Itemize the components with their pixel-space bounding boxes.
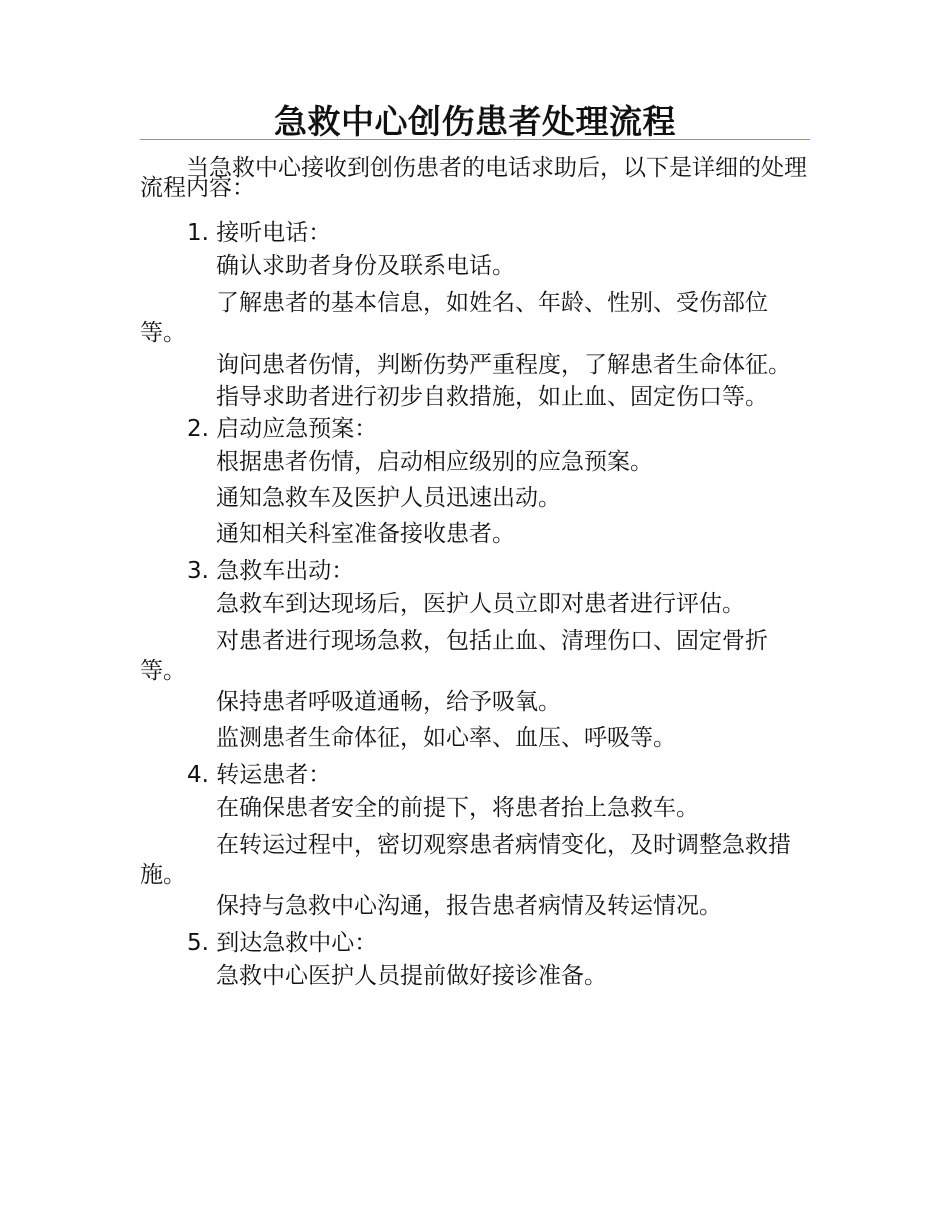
- section-heading: 4. 转运患者：: [187, 762, 332, 788]
- list-item: 通知相关科室准备接收患者。: [216, 521, 515, 547]
- list-item: 询问患者伤情，判断伤势严重程度，了解患者生命体征。: [216, 352, 791, 378]
- list-item: 根据患者伤情，启动相应级别的应急预案。: [216, 449, 653, 475]
- section-heading: 3. 急救车出动：: [187, 558, 355, 584]
- list-item: 急救中心医护人员提前做好接诊准备。: [216, 963, 607, 989]
- list-item: 了解患者的基本信息，如姓名、年龄、性别、受伤部位等。: [140, 290, 768, 346]
- list-item: 保持患者呼吸道通畅，给予吸氧。: [216, 689, 561, 715]
- title-underline: [140, 139, 810, 140]
- list-item: 监测患者生命体征，如心率、血压、呼吸等。: [216, 725, 676, 751]
- list-item: 在确保患者安全的前提下，将患者抬上急救车。: [216, 795, 699, 821]
- section-heading: 1. 接听电话：: [187, 220, 332, 246]
- list-item: 通知急救车及医护人员迅速出动。: [216, 485, 561, 511]
- section-heading: 2. 启动应急预案：: [187, 416, 378, 442]
- intro-paragraph: 当急救中心接收到创伤患者的电话求助后，以下是详细的处理流程内容：: [140, 155, 807, 201]
- list-item: 指导求助者进行初步自救措施，如止血、固定伤口等。: [216, 384, 768, 410]
- document-title: 急救中心创伤患者处理流程: [274, 102, 676, 141]
- procedure-list: [140, 218, 812, 998]
- section-heading: 5. 到达急救中心：: [187, 930, 378, 956]
- list-item: 对患者进行现场急救，包括止血、清理伤口、固定骨折等。: [140, 628, 768, 684]
- list-item: 确认求助者身份及联系电话。: [216, 253, 515, 279]
- list-item: 保持与急救中心沟通，报告患者病情及转运情况。: [216, 893, 722, 919]
- list-item: 在转运过程中，密切观察患者病情变化，及时调整急救措施。: [140, 832, 791, 888]
- list-item: 急救车到达现场后，医护人员立即对患者进行评估。: [216, 591, 745, 617]
